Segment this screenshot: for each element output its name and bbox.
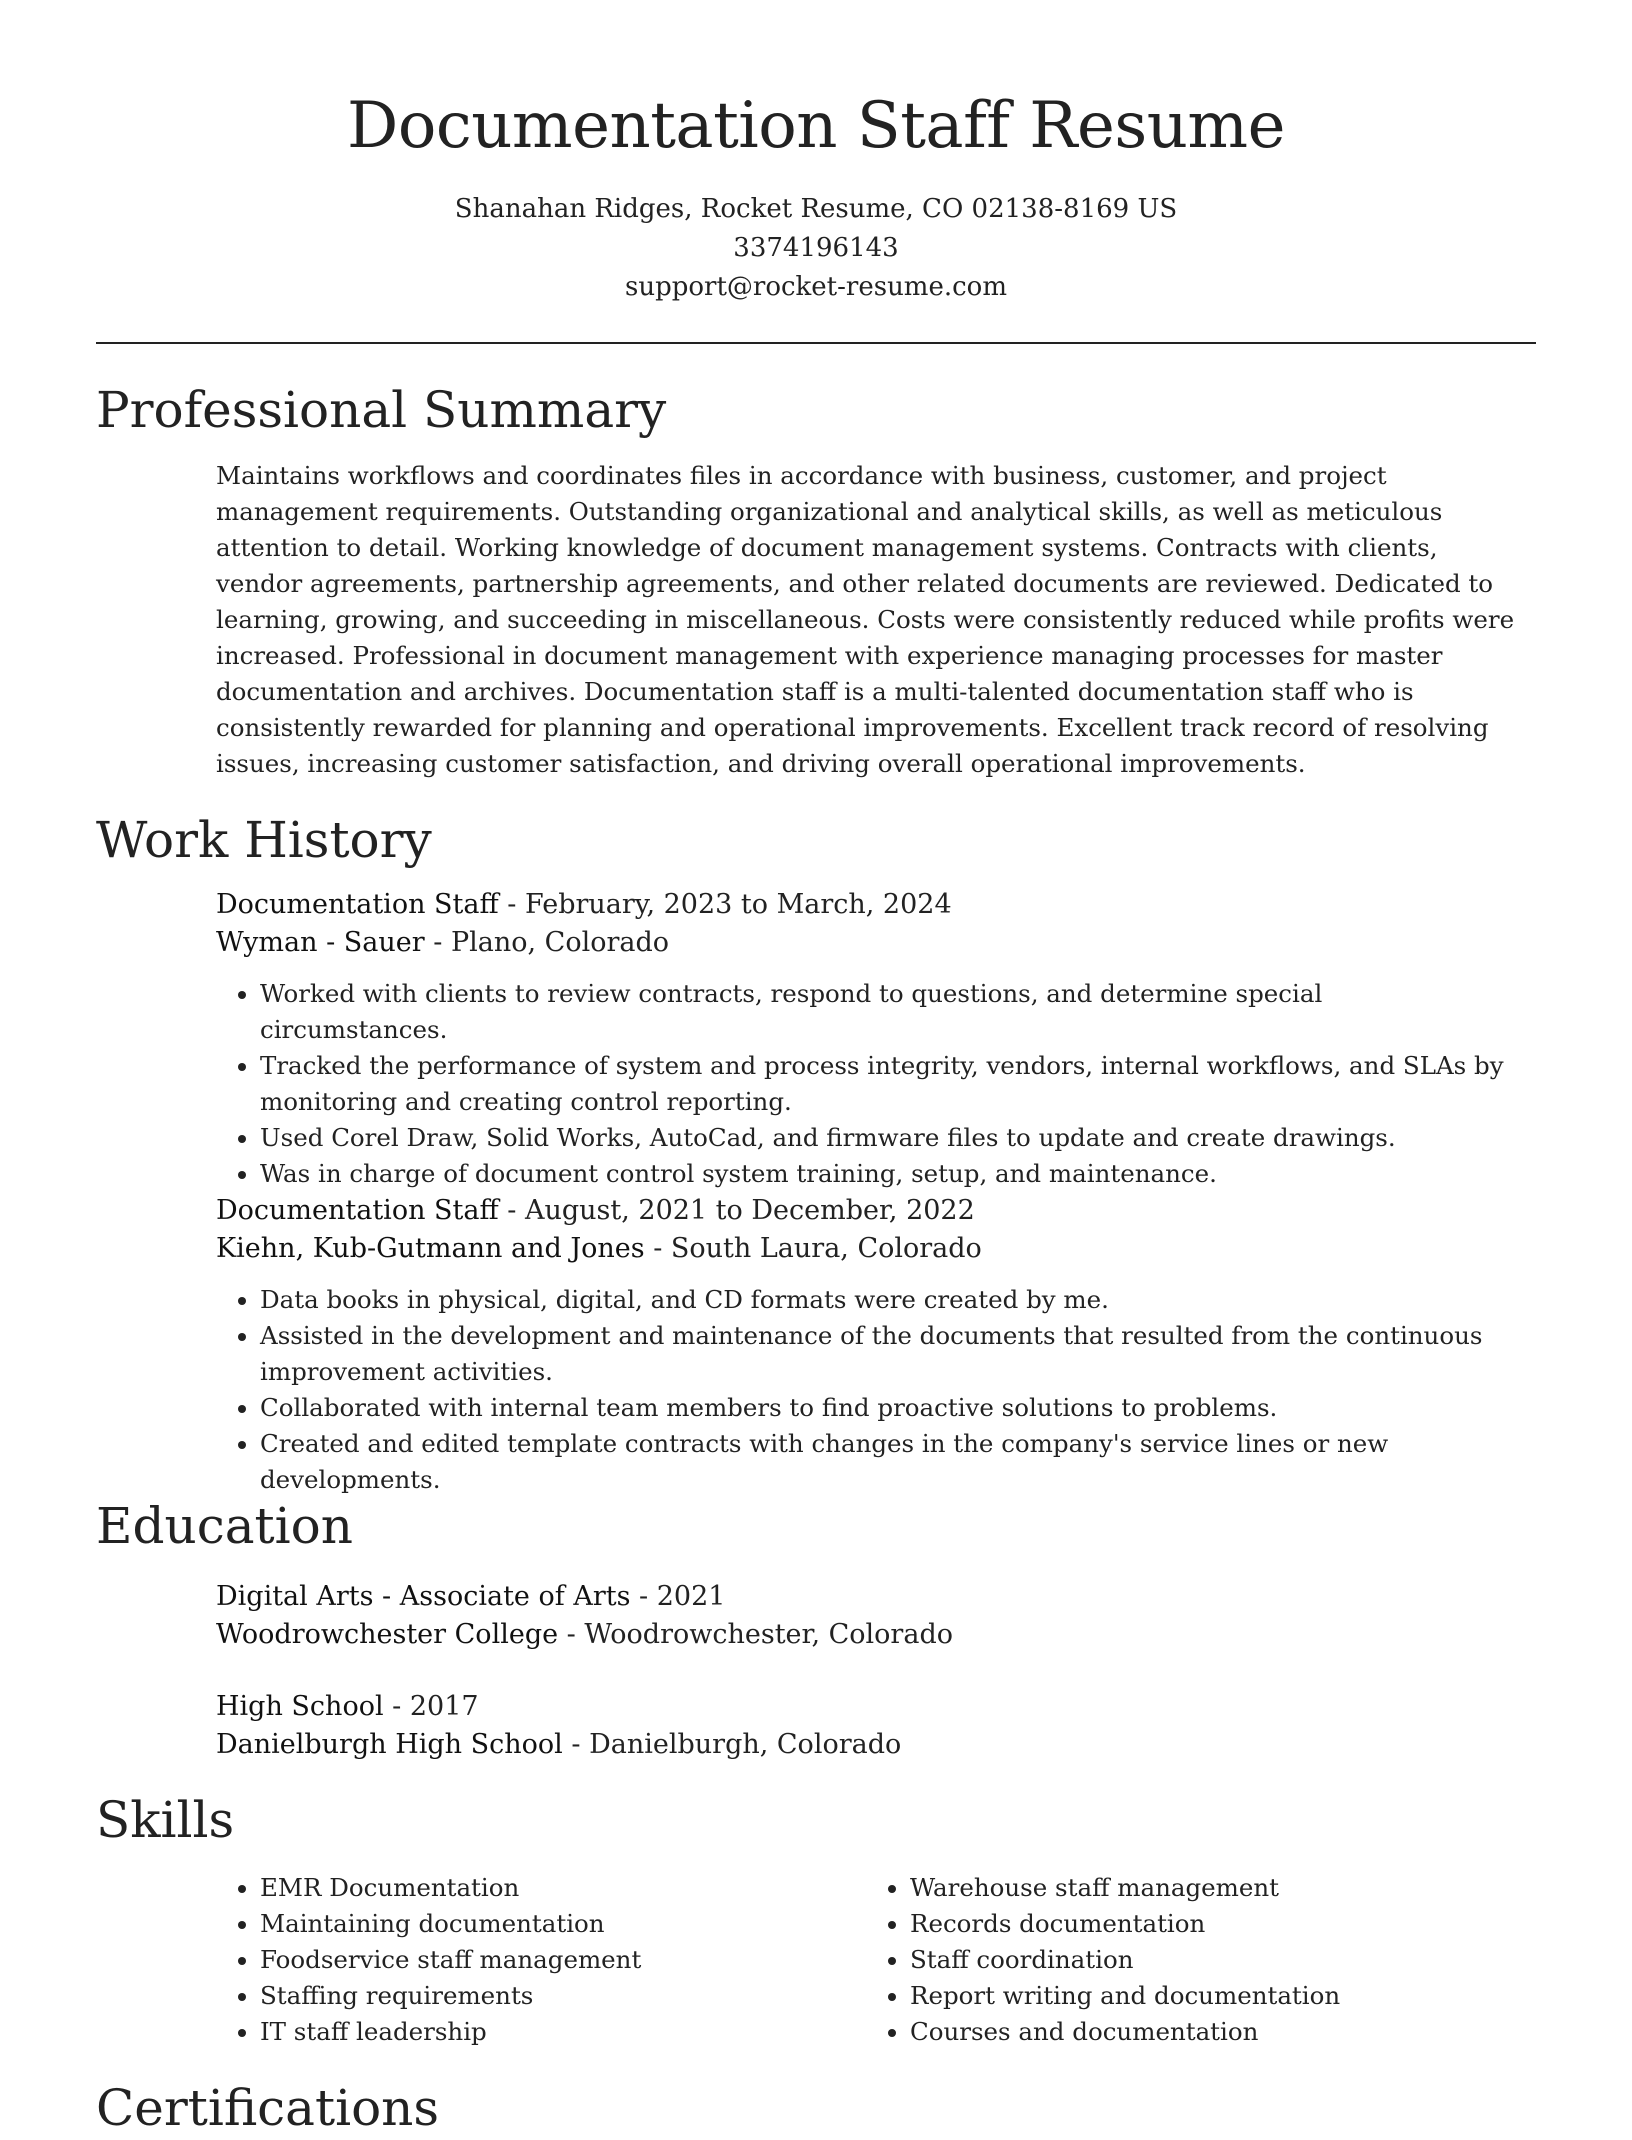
education-school-line [216,1726,1516,1764]
list-item: • Courses and documentation [910,2014,1516,2050]
job-org-line [216,924,1516,962]
education-entry [216,1688,1516,1764]
list-item: • Report writing and documentation [910,1978,1516,2014]
job-entry [216,886,1516,1192]
job-title-line [216,886,1516,924]
phone: 3374196143 [733,233,899,263]
list-item: • Data books in physical, digital, and CD formats were created by me. [260,1282,1516,1318]
skills-list [216,1870,1516,2050]
list-item: • Foodservice staff management [260,1942,866,1978]
education-heading: Education [96,1497,353,1555]
resume-title: Documentation Staff Resume [347,89,1285,163]
education-entry [216,1578,1516,1654]
job-company: Kiehn, Kub-Gutmann and Jones [216,1233,645,1264]
skills-column-right [866,1870,1516,2050]
job-role: Documentation Staff [216,889,499,920]
education-degree-line [216,1688,1516,1726]
job-org-line [216,1230,1516,1268]
skills-heading: Skills [96,1791,235,1849]
education-year: - 2017 [383,1691,479,1722]
education-school-line [216,1616,1516,1654]
job-location: - South Laura, Colorado [644,1233,982,1264]
list-item: • Used Corel Draw, Solid Works, AutoCad, and firmware files to update and create drawings. [260,1120,1516,1156]
work-history-heading: Work History [96,811,432,869]
job-entry [216,1192,1516,1498]
education-school: Danielburgh High School [216,1729,563,1760]
summary-text: Maintains workflows and coordinates files in accordance with business, customer, and project management requirements. Outstanding organizational and analytical skills, as well as meticulous attention to detail. Working knowledge of document management systems. Contracts with clients, vendor agreements, partnership agreements, and other related documents are reviewed. Dedicated to learning, growing, and succeeding in miscellaneous. Costs were consistently reduced while profits were increased. Professional in document management with experience managing processes for master documentation and archives. Documentation staff is a multi-talented documentation staff who is consistently rewarded for planning and operational improvements. Excellent track record of resolving issues, increasing customer satisfaction, and driving overall operational improvements. [216,461,1515,778]
list-item: • Records documentation [910,1906,1516,1942]
email: support@rocket-resume.com [624,272,1007,302]
header-divider [96,342,1536,344]
job-role: Documentation Staff [216,1195,499,1226]
job-bullets [216,1282,1516,1498]
skills-column-left [216,1870,866,2050]
list-item: • Assisted in the development and maintenance of the documents that resulted from the continuous improvement activities. [260,1318,1516,1390]
job-bullets [216,976,1516,1192]
list-item: • Maintaining documentation [260,1906,866,1942]
job-company: Wyman - Sauer [216,927,425,958]
education-location: - Danielburgh, Colorado [562,1729,902,1760]
list-item: • Collaborated with internal team members to find proactive solutions to problems. [260,1390,1516,1426]
education-degree: High School [216,1691,384,1722]
education-year: - 2021 [630,1581,726,1612]
list-item: • Warehouse staff management [910,1870,1516,1906]
list-item: • IT staff leadership [260,2014,866,2050]
certifications-heading: Certifications [96,2079,440,2137]
job-dates: - February, 2023 to March, 2024 [498,889,952,920]
education-location: - Woodrowchester, Colorado [558,1619,953,1650]
list-item: • Staffing requirements [260,1978,866,2014]
contact-info [0,190,1632,307]
education-school: Woodrowchester College [216,1619,559,1650]
list-item: • EMR Documentation [260,1870,866,1906]
list-item: • Tracked the performance of system and process integrity, vendors, internal workflows, and SLAs by monitoring and creating control reporting. [260,1048,1516,1120]
summary-heading: Professional Summary [96,381,667,439]
list-item: • Was in charge of document control system training, setup, and maintenance. [260,1156,1516,1192]
job-location: - Plano, Colorado [424,927,670,958]
education-degree: Digital Arts - Associate of Arts [216,1581,631,1612]
job-dates: - August, 2021 to December, 2022 [498,1195,975,1226]
list-item: • Created and edited template contracts with changes in the company's service lines or new developments. [260,1426,1516,1498]
resume-header [0,84,1632,307]
list-item: • Worked with clients to review contracts, respond to questions, and determine special circumstances. [260,976,1516,1048]
job-title-line [216,1192,1516,1230]
education-degree-line [216,1578,1516,1616]
list-item: • Staff coordination [910,1942,1516,1978]
address: Shanahan Ridges, Rocket Resume, CO 02138-8169 US [454,194,1178,224]
